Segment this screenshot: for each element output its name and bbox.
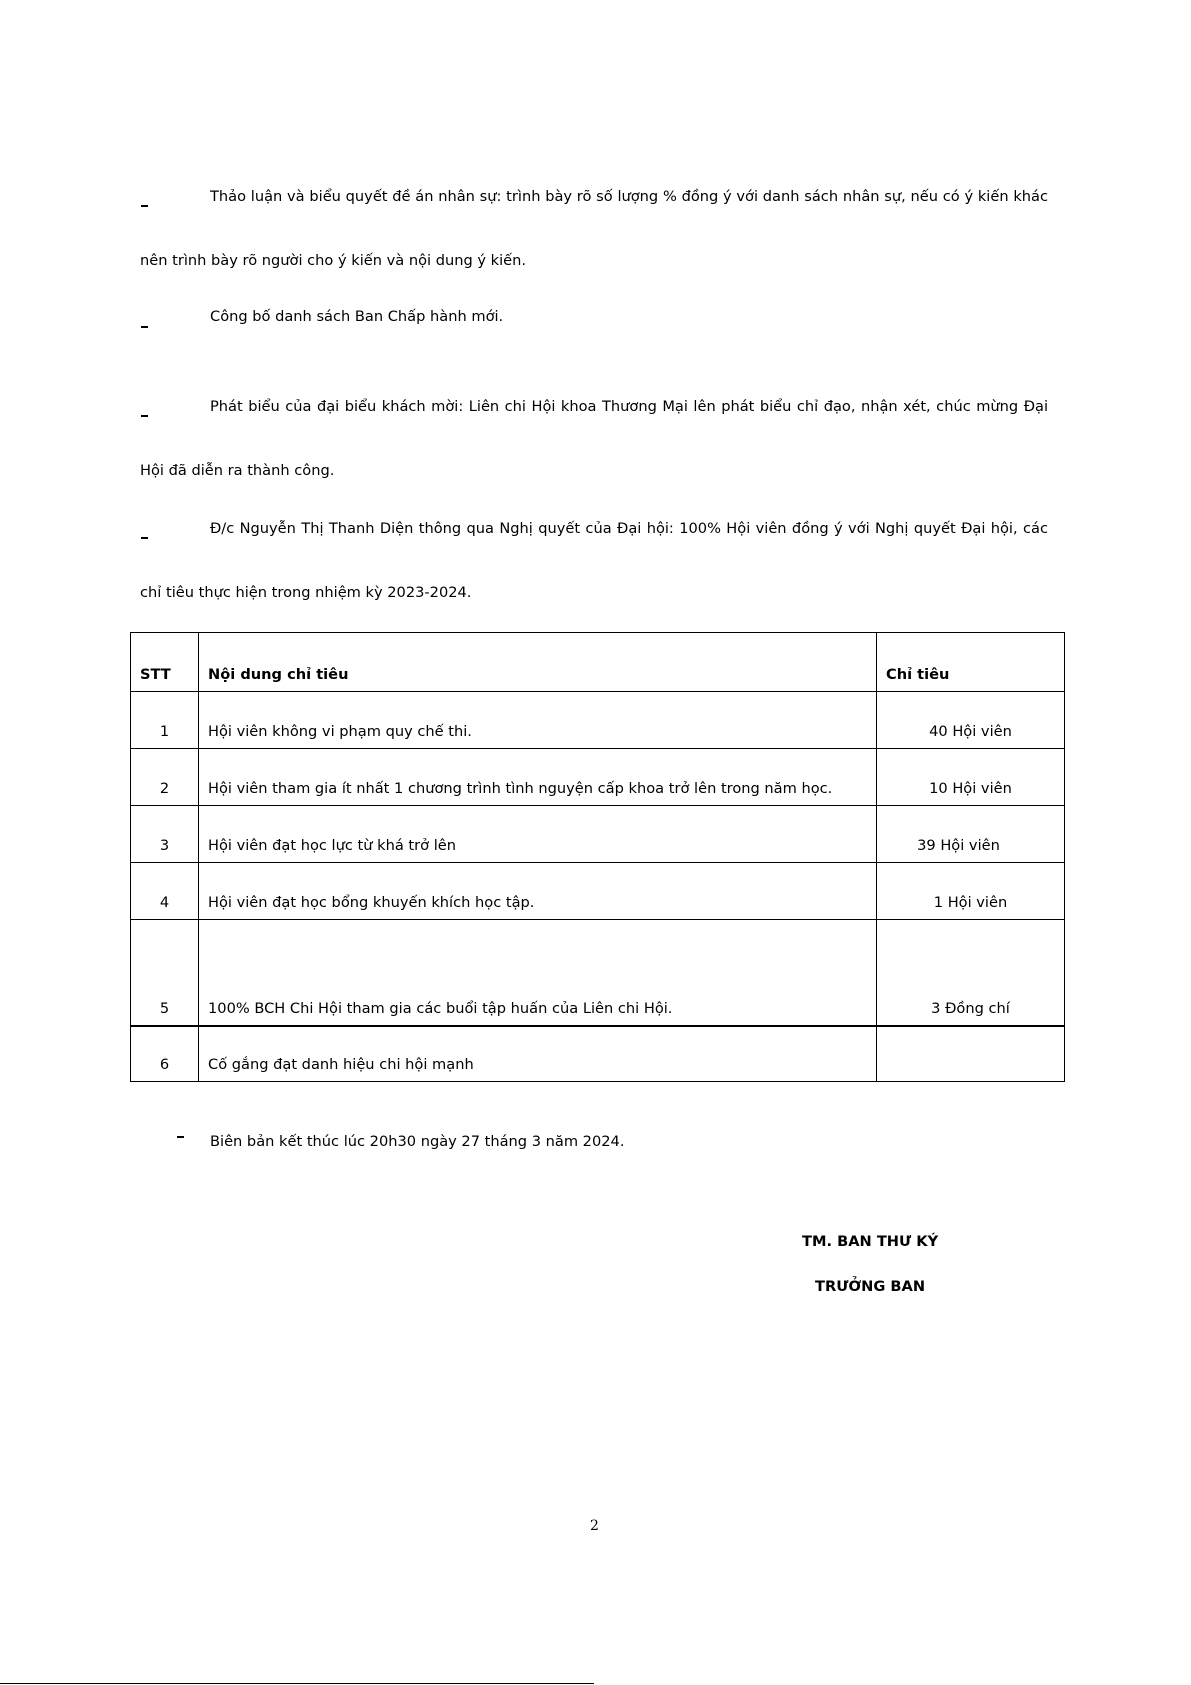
table-row [131, 692, 1065, 749]
row-content: Hội viên đạt học lực từ khá trở lên [199, 806, 877, 863]
row-content: 100% BCH Chi Hội tham gia các buổi tập huấn của Liên chi Hội. [199, 920, 877, 1026]
row-target: 39 Hội viên [877, 806, 1065, 863]
row-stt: 3 [131, 806, 199, 863]
bullet-dash [177, 1136, 184, 1138]
paragraph-continuation: Hội đã diễn ra thành công. [140, 462, 335, 479]
targets-table [130, 632, 1065, 1082]
header-stt: STT [131, 633, 199, 692]
paragraph-guest-speech [140, 397, 1048, 481]
closing-statement: Biên bản kết thúc lúc 20h30 ngày 27 tháng 3 năm 2024. [210, 1133, 625, 1150]
row-content: Hội viên đạt học bổng khuyến khích học tập. [199, 863, 877, 920]
row-stt: 5 [131, 920, 199, 1026]
table-row [131, 806, 1065, 863]
table-header-row [131, 633, 1065, 692]
row-stt: 2 [131, 749, 199, 806]
row-content: Hội viên tham gia ít nhất 1 chương trình tình nguyện cấp khoa trở lên trong năm học. [199, 749, 877, 806]
table-row [131, 749, 1065, 806]
row-target [877, 1026, 1065, 1082]
paragraph-continuation: chỉ tiêu thực hiện trong nhiệm kỳ 2023-2024. [140, 584, 472, 601]
paragraph-resolution [140, 519, 1048, 603]
page-number: 2 [590, 1518, 599, 1534]
row-target: 10 Hội viên [877, 749, 1065, 806]
table-row [131, 920, 1065, 1026]
signature-role: TRƯỞNG BAN [815, 1278, 926, 1295]
row-stt: 4 [131, 863, 199, 920]
table-row [131, 863, 1065, 920]
row-content: Cố gắng đạt danh hiệu chi hội mạnh [199, 1026, 877, 1082]
row-stt: 6 [131, 1026, 199, 1082]
header-target: Chỉ tiêu [877, 633, 1065, 692]
signature-title: TM. BAN THƯ KÝ [802, 1233, 939, 1250]
paragraph-discussion [140, 187, 1048, 271]
row-target: 1 Hội viên [877, 863, 1065, 920]
bullet-dash [141, 326, 148, 328]
table-row [131, 1026, 1065, 1082]
paragraph-continuation: nên trình bày rõ người cho ý kiến và nội dung ý kiến. [140, 252, 527, 269]
row-target: 3 Đồng chí [877, 920, 1065, 1026]
row-stt: 1 [131, 692, 199, 749]
paragraph-text: Phát biểu của đại biểu khách mời: Liên chi Hội khoa Thương Mại lên phát biểu chỉ đạo, nhận xét, chúc mừng Đại [210, 398, 1048, 415]
paragraph-text: Thảo luận và biểu quyết đề án nhân sự: trình bày rõ số lượng % đồng ý với danh sách nhân sự, nếu có ý kiến khác [210, 188, 1048, 205]
paragraph-announce: Công bố danh sách Ban Chấp hành mới. [210, 308, 504, 325]
header-content: Nội dung chỉ tiêu [199, 633, 877, 692]
paragraph-text: Đ/c Nguyễn Thị Thanh Diện thông qua Nghị quyết của Đại hội: 100% Hội viên đồng ý với Nghị quyết Đại hội, các [210, 520, 1048, 537]
footnote-separator [0, 1683, 594, 1684]
row-target: 40 Hội viên [877, 692, 1065, 749]
row-content: Hội viên không vi phạm quy chế thi. [199, 692, 877, 749]
